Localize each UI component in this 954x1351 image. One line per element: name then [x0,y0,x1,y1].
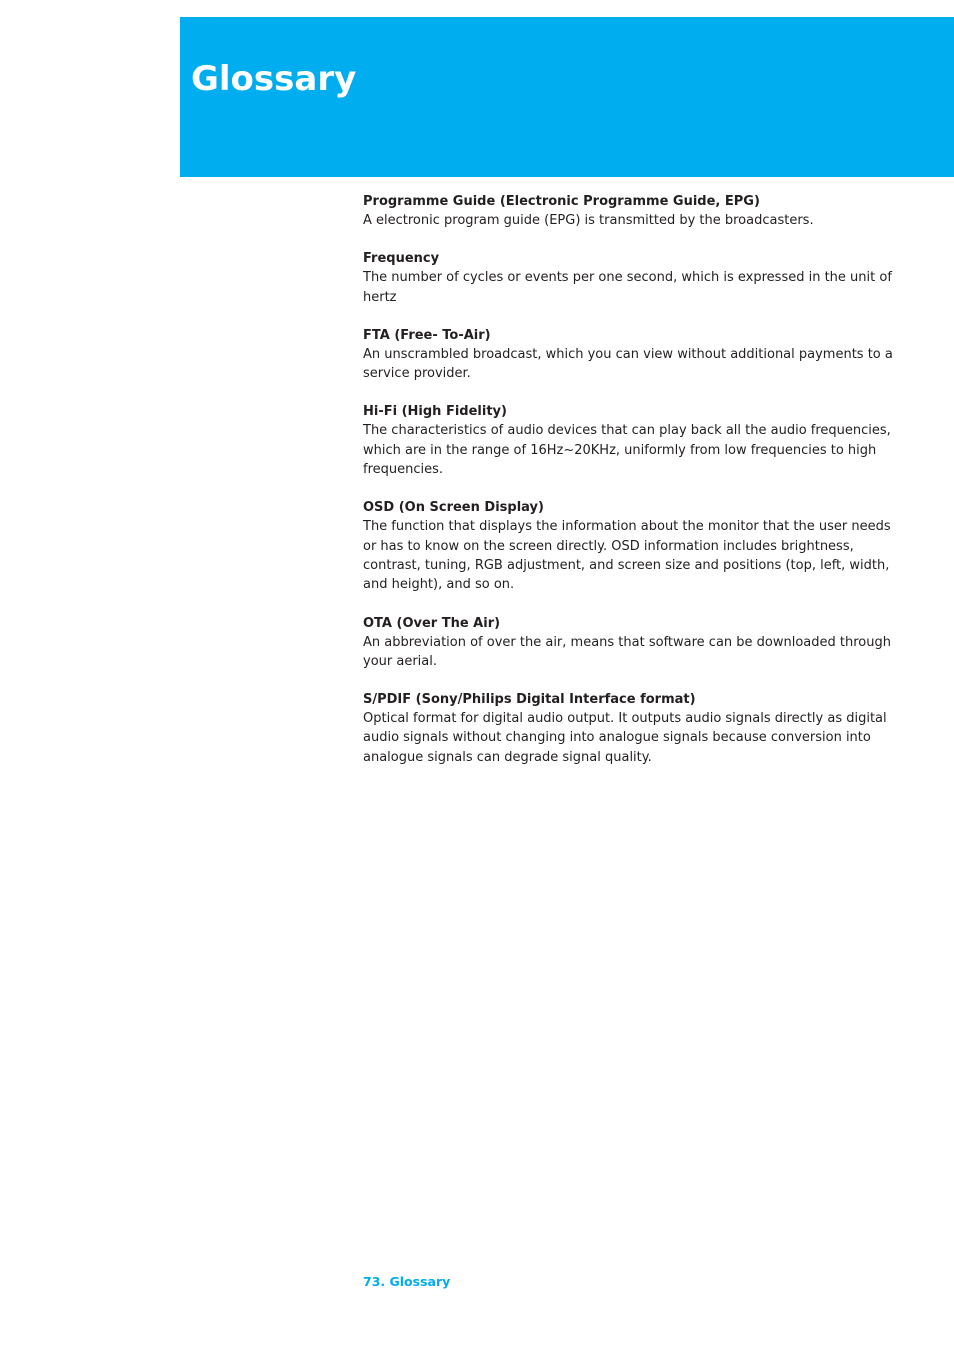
glossary-term: Programme Guide (Electronic Programme Guide, EPG) [363,194,760,209]
glossary-definition: An unscrambled broadcast, which you can view without additional payments to a service provider. [363,346,893,382]
glossary-list [363,192,893,786]
glossary-term: Hi-Fi (High Fidelity) [363,404,507,420]
glossary-definition: A electronic program guide (EPG) is transmitted by the broadcasters. [363,213,814,228]
glossary-term: OSD (On Screen Display) [363,500,544,516]
page-footer-label: 73. Glossary [363,1274,451,1289]
glossary-entry-osd [363,498,893,594]
page-title: Glossary [191,59,357,99]
glossary-definition: The characteristics of audio devices that can play back all the audio frequencies, which are in the range of 16Hz~20KHz, uniformly from low frequencies to high frequencies. [363,423,891,478]
glossary-term: Frequency [363,251,440,267]
glossary-term: FTA (Free- To-Air) [363,327,491,343]
glossary-definition: The function that displays the information about the monitor that the user needs or has to know on the screen directly. OSD information includes brightness, contrast, tuning, RGB adjustment, and screen size and positions (top, left, width, and height), and so on. [363,519,891,593]
glossary-entry-fta [363,326,893,384]
glossary-entry-hifi [363,402,893,479]
glossary-definition: The number of cycles or events per one second, which is expressed in the unit of hertz [363,270,892,305]
glossary-entry-epg [363,192,893,230]
header-band [180,17,954,177]
glossary-term: OTA (Over The Air) [363,615,501,631]
glossary-entry-ota [363,614,893,672]
glossary-entry-spdif [363,690,893,767]
glossary-entry-frequency [363,249,893,307]
glossary-definition: An abbreviation of over the air, means that software can be downloaded through your aerial. [363,634,891,669]
glossary-definition: Optical format for digital audio output. It outputs audio signals directly as digital audio signals without changing into analogue signals because conversion into analogue signals can degrade signal quality. [363,711,887,765]
glossary-term: S/PDIF (Sony/Philips Digital Interface format) [363,692,696,708]
